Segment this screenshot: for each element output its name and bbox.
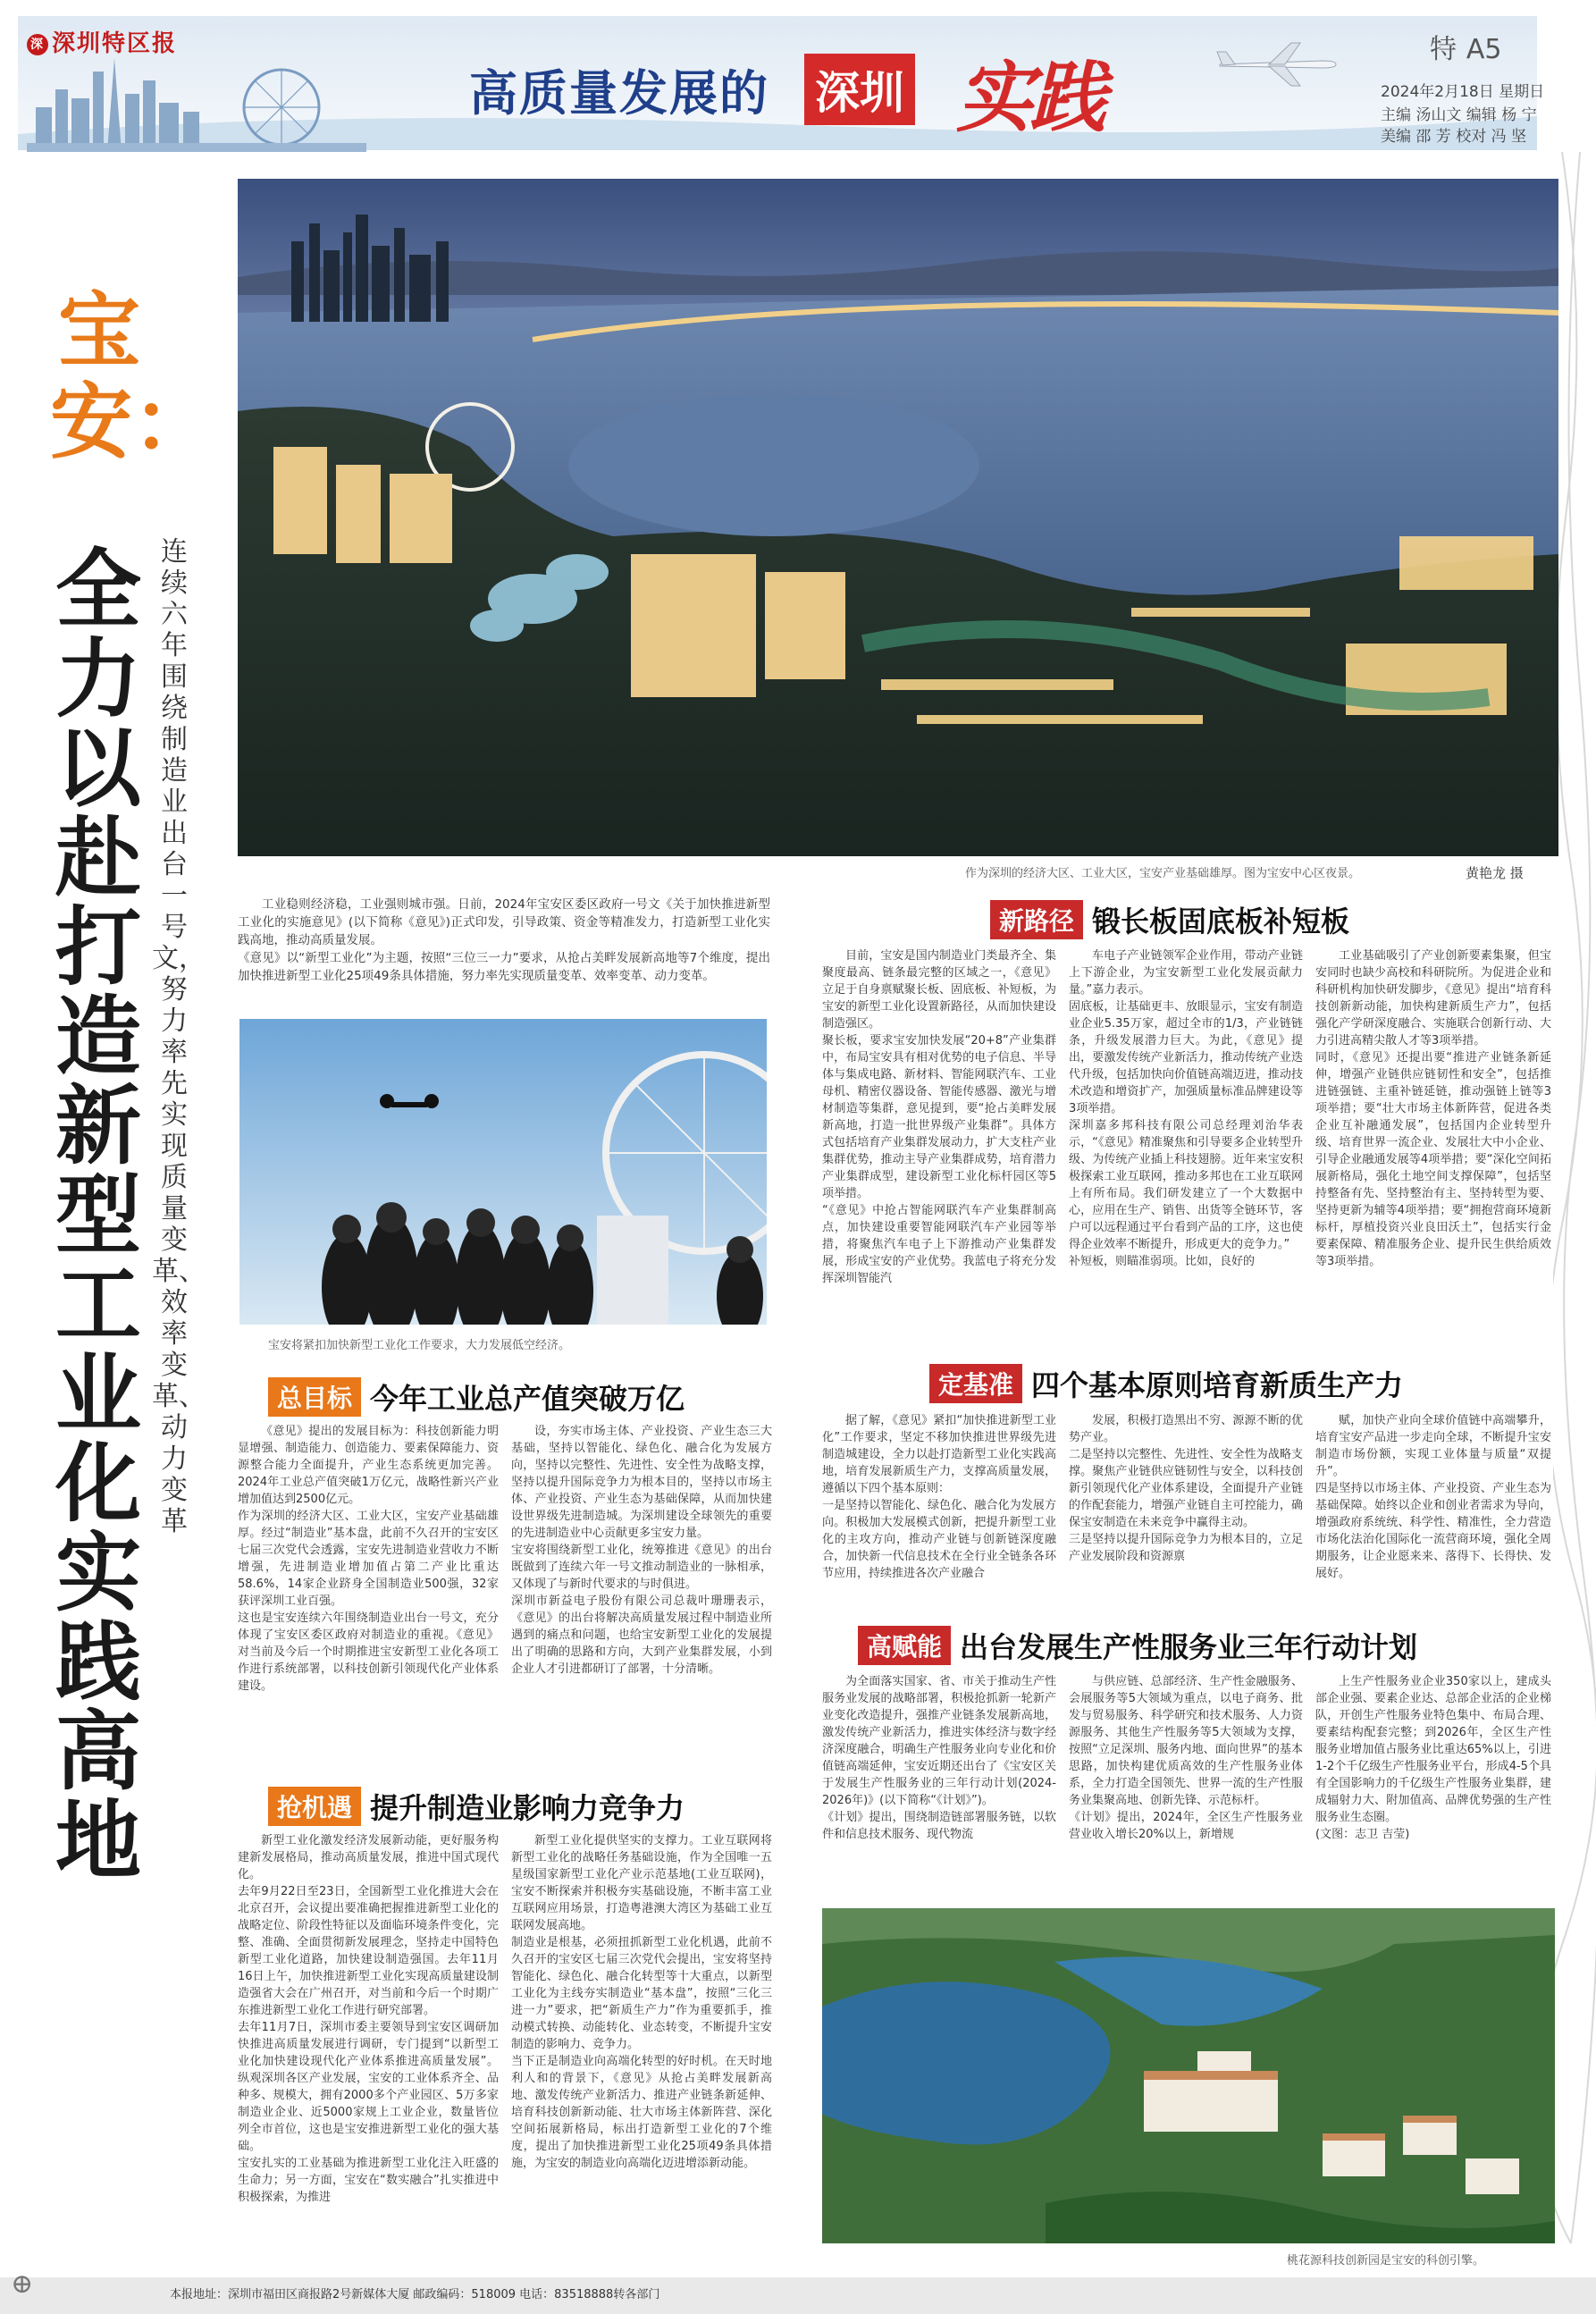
section-tag: 抢机遇 [268,1787,361,1826]
s5-column-1: 为全面落实国家、省、市关于推动生产性服务业发展的战略部署，积极抢抓新一轮新产业变化改造提升，强推产业链条发展新高地，激发传统产业新活力，推进实体经济与数字经济深度融合，明确生产性服务业向专业化和价值链高端延伸，宝安近期还出台了《宝安区关于发展生产性服务业的三年行动计划(2024-2026年)》(以下简称“《计划》”)。 《计划》提出，围绕制造链部署服务链，以软件和信息技术服务、现代物流 [822,1675,1056,1841]
section-title: 提升制造业影响力竞争力 [370,1791,685,1825]
section-header-empower [858,1625,1417,1666]
s4-column-1: 据了解，《意见》紧扣“加快推进新型工业化”工作要求，坚定不移加快推进世界级先进制造城建设，全力以赴打造新型工业化实践高地，培育发展新质生产力，支撑高质量发展，遵循以下四个基本原则： 一是坚持以智能化、绿色化、融合化为发展方向。积极加大发展模式创新，把提升新型工业化的主攻方向，推动产业链与创新链深度融合，加快新一代信息技术在全行业全链条各环节应用，持续推进各次产业融合 [822,1414,1056,1580]
banner-calligraphy: 实践 [956,53,1103,143]
page-label [1430,27,1501,66]
headline-sub: 连续六年围绕制造业出台一号文，努力率先实现质量变革、效率变革、动力变革 [152,536,206,1537]
s1-column-1: 《意见》提出的发展目标为：科技创新能力明显增强、制造能力、创造能力、要素保障能力、资源整合能力全面提升，产业生态系统更加完善。2024年工业总产值突破1万亿元，战略性新兴产业增加值达到2500亿元。 作为深圳的经济大区、工业大区，宝安产业基础雄厚。经过“制造业”基本盘，此前不久召开的宝安区七届三次党代会透露，宝安先进制造业营收力不断增强，先进制造业增加值占第二产业比重达58.6%，14家企业跻身全国制造业500强，32家获评深圳工业百强。 这也是宝安连续六年围绕制造业出台一号文，充分体现了宝安区委区政府对制造业的重视。《意见》对当前及今后一个时期推进宝安新型工业化各项工作进行系统部署，以科技创新引领现代化产业体系建设。 [238,1425,499,1693]
banner-box-text: 深圳 [804,54,915,125]
credits-line-1: 主编 汤山文 编辑 杨 宁 [1381,106,1537,124]
bottom-caption: 桃花源科技创新园是宝安的科创引擎。 [1287,2254,1485,2268]
section-header-goal [268,1376,685,1418]
hero-caption: 作为深圳的经济大区、工业大区，宝安产业基础雄厚。图为宝安中心区夜景。 [965,867,1361,880]
side-decoration [1553,152,1596,2243]
airplane-icon [1215,36,1340,89]
section-tag: 定基准 [929,1364,1022,1403]
s2-column-1: 新型工业化激发经济发展新动能，更好服务构建新发展格局，推动高质量发展，推进中国式现代化。 去年9月22日至23日，全国新型工业化推进大会在北京召开，会议提出要准确把握推进新型工业化的战略定位、阶段性特征以及面临环境条件变化，完整、准确、全面贯彻新发展理念，坚持走中国特色新型工业化道路，加快建设制造强国。去年11月16日上午，加快推进新型工业化实现高质量建设制造强省大会在广州召开，对当前和今后一个时期广东推进新型工业化工作进行研究部署。 去年11月7日，深圳市委主要领导到宝安区调研加快推进高质量发展进行调研，专门提到“以新型工业化加快建设现代化产业体系推进高质量发展”。纵观深圳各区产业发展，宝安的工业体系齐全、品种多、规模大，拥有2000多个产业园区、5万多家制造业企业、近5000家规上工业企业，数量皆位列全市首位，这也是宝安推进新型工业化的强大基础。 宝安扎实的工业基础为推进新型工业化注入旺盛的生命力；另一方面，宝安在“数实融合”扎实推进中积极探索，为推进 [238,1834,499,2204]
section-title: 今年工业总产值突破万亿 [370,1382,685,1416]
headline-main: 全力以赴打造新型工业化实践高地 [55,540,141,1891]
drone-caption: 宝安将紧扣加快新型工业化工作要求，大力发展低空经济。 [268,1339,571,1352]
section-header-baseline [929,1363,1403,1404]
footer-text: 本报地址：深圳市福田区商报路2号新媒体大厦 邮政编码：518009 电话：83518888转各部门 [170,2288,660,2301]
s4-column-3: 赋，加快产业向全球价值链中高端攀升，培育宝安产品进一步走向全球，不断提升宝安制造市场份额，实现工业体量与质量“双提升”。 四是坚持以市场主体、产业投资、产业生态为基础保障。始终以企业和创业者需求为导向，增强政府系统统、科学性、精准性，全力营造市场化法治化国际化一流营商环境，强化全周期服务，让企业愿来来、落得下、长得快、发展好。 [1315,1414,1551,1580]
section-tag: 总目标 [268,1377,361,1417]
banner-left-text: 高质量发展的 [469,65,769,122]
paper-name: 深圳特区报 [52,30,178,57]
section-header-new-path [990,899,1349,940]
s3-column-1: 目前，宝安是国内制造业门类最齐全、集聚度最高、链条最完整的区域之一，《意见》立足于自身禀赋聚长板、固底板、补短板，为宝安的新型工业化设置新路径，从而加快建设制造强区。 聚长板，要求宝安加快发展“20+8”产业集群中，布局宝安具有相对优势的电子信息、半导体与集成电路、新材料、智能网联汽车、工业母机、精密仪器设备、智能传感器、激光与增材制造等集群，意见提到，要“抢占美畔发展新高地，打造一批世界级产业集群”。具体方式包括培育产业集群发展动力，扩大支柱产业集群优势，推动主导产业集群成势，培育潜力产业集群成型，建设新型工业化标杆园区等5项举措。 “《意见》中抢占智能网联汽车产业集群制高点，加快建设重要智能网联汽车产业园等举措，将聚焦汽车电子上下游推动产业集群发展，形成宝安的产业优势。我蓝电子将充分发挥深圳智能汽 [822,949,1056,1285]
hero-credit: 黄艳龙 摄 [1466,865,1524,881]
page-section: 特 [1430,34,1457,65]
lead-paragraph: 工业稳则经济稳，工业强则城市强。日前，2024年宝安区委区政府一号文《关于加快推进新型工业化的实施意见》(以下简称《意见》)正式印发，引导政策、资金等精准发力，打造新型工业化实践高地，推动高质量发展。 《意见》以“新型工业化”为主题，按照“三位三一力”要求，从抢占美畔发展新高地等7个维度，提出加快推进新型工业化25项49条具体措施，努力率先实现质量变革、效率变革、动力变革。 [238,897,770,983]
section-title: 锻长板固底板补短板 [1092,905,1350,938]
credits-line-2: 美编 邵 芳 校对 冯 坚 [1381,128,1527,146]
drone-photo [239,1019,767,1325]
paper-seal-icon: 深 [27,34,48,55]
s4-column-2: 发展，积极打造黑出不穷、源源不断的优势产业。 二是坚持以完整性、先进性、安全性为战略支撑。聚焦产业链供应链韧性与安全，以科技创新引领现代化产业体系建设，全面提升产业链的作配套能力，增强产业链自主可控能力，确保宝安制造在未来竞争中赢得主动。 三是坚持以提升国际竞争力为根本目的，立足产业发展阶段和资源禀 [1069,1414,1303,1563]
s5-column-2: 与供应链、总部经济、生产性金融服务、会展服务等5大领域为重点，以电子商务、批发与贸易服务、科学研究和技术服务、人力资源服务、其他生产性服务等5大领域为支撑，按照“立足深圳、服务内地、面向世界”的基本思路，加快构建优质高效的生产性服务业体系，全力打造全国领先、世界一流的生产性服务业集聚高地、创新先锋、示范标杆。 《计划》提出，2024年，全区生产性服务业营业收入增长20%以上，新增规 [1069,1675,1303,1841]
section-tag: 新路径 [990,900,1083,939]
section-tag: 高赋能 [858,1626,951,1665]
section-title: 四个基本原则培育新质生产力 [1031,1368,1404,1402]
s5-column-3: 上生产性服务业企业350家以上，建成头部企业强、要素企业达、总部企业活的企业梯队，开创生产性服务业特色集中、布局合理、要素结构配套完整；到2026年，全区生产性服务业增加值占服务业比重达65%以上，引进1-2个千亿级生产性服务业平台，形成4-5个具有全国影响力的千亿级生产性服务业集群，建成辐射力大、附加值高、品牌优势强的生产性服务业生态圈。 (文图：志卫 吉莹) [1315,1675,1551,1841]
page-number: A5 [1466,34,1502,65]
bottom-photo [822,1908,1555,2243]
registration-mark-icon: ⊕ [11,2268,34,2300]
s2-column-2: 新型工业化提供坚实的支撑力。工业互联网将新型工业化的战略任务基础设施，作为全国唯一五星级国家新型工业化产业示范基地(工业互联网)，宝安不断探索并积极夯实基础设施，不断丰富工业互联网应用场景，打造粤港澳大湾区为基础工业互联网发展高地。 制造业是根基，必须扭抓新型工业化机遇，此前不久召开的宝安区七届三次党代会提出，宝安将坚持智能化、绿色化、融合化转型等十大重点，以新型工业化为主线夯实制造业“基本盘”，按照“三化三进一力”要求，把“新质生产力”作为重要抓手，推动模式转换、动能转化、业态转变，不断提升宝安制造的影响力、竞争力。 当下正是制造业向高端化转型的好时机。在天时地利人和的背景下，《意见》从抢占美畔发展新高地、激发传统产业新活力、推进产业链条新延伸、培育科技创新新动能、壮大市场主体新阵营、深化空间拓展新格局，标出打造新型工业化的7个维度，提出了加快推进新型工业化25项49条具体措施，为宝安的制造业向高端化迈进增添新动能。 [511,1834,772,2170]
section-header-opportunity [268,1786,685,1827]
hero-photo [238,179,1558,856]
s1-column-2: 设，夯实市场主体、产业投资、产业生态三大基础，坚持以智能化、绿色化、融合化为发展方向，坚持以完整性、先进性、安全性为战略支撑，坚持以提升国际竞争力为根本目的，坚持以市场主体、产业投资、产业生态为基础保障，从而加快建设世界级先进制造城。为深圳建设全球领先的重要的先进制造业中心贡献更多宝安力量。 宝安将围绕新型工业化，统筹推进《意见》的出台既做到了连续六年一号文推动制造业的一脉相承，又体现了与新时代要求的与时俱进。 深圳市新益电子股份有限公司总裁叶珊珊表示，《意见》的出台将解决高质量发展过程中制造业所遇到的痛点和问题，也给宝安新型工业化的发展提出了明确的思路和方向，大到产业集群发展，小到企业人才引进都研订了部署，十分清晰。 [511,1425,772,1676]
s3-column-3: 工业基础吸引了产业创新要素集聚，但宝安同时也缺少高校和科研院所。为促进企业和科研机构加快研发脚步，《意见》提出“培育科技创新新动能，加快构建新质生产力”，包括强化产学研深度融合、实施联合创新行动、大力引进高精尖散人才等3项举措。 同时，《意见》还提出要“推进产业链条新延伸，增强产业链供应链韧性和安全”，包括推进链强链、主重补链延链，推动强链上链等3项举措；要“壮大市场主体新阵营，促进各类企业互补融通发展”，包括国内企业转型升级、培育世界一流企业、发展壮大中小企业、引导企业融通发展等4项举措；要“深化空间拓展新格局，强化土地空间支撑保障”，包括坚持整备有先、坚持整治有主、坚持转型为要、坚持更新为辅等4项举措；要“拥抱营商环境新标杆，厚植投资兴业良田沃土”，包括实行金要素保障、精准服务企业、提升民生供给质效等3项举措。 [1315,949,1551,1268]
city-skyline-icon [27,54,366,152]
section-title: 出台发展生产性服务业三年行动计划 [960,1630,1418,1664]
s3-column-2: 车电子产业链领军企业作用，带动产业链上下游企业，为宝安新型工业化发展贡献力量。”嘉力表示。 固底板，让基础更丰、放眼显示，宝安有制造业企业5.35万家，超过全市的1/3，产业链链条，升级发展潜力巨大。为此，《意见》提出，要激发传统产业新活力，推动传统产业迭代升级，包括加快向价值链高端迈进，推动技术改造和增资扩产，加强质量标准品牌建设等3项举措。 深圳嘉多邦科技有限公司总经理刘治华表示，“《意见》精准聚焦和引导要多企业转型升级、为传统产业插上科技翅膀。近年来宝安积极探索工业互联网，推动多邦也在工业互联网上有所布局。我们研发建立了一个大数据中心，应用在生产、销售、出货等全链环节，客户可以远程通过平台看到产品的工序，这也使得企业效率不断提升，形成更大的竞争力。” 补短板，则瞄准弱项。比如，良好的 [1069,949,1303,1268]
issue-date: 2024年2月18日 星期日 [1381,83,1545,101]
headline-kicker: 宝安： [50,283,215,470]
